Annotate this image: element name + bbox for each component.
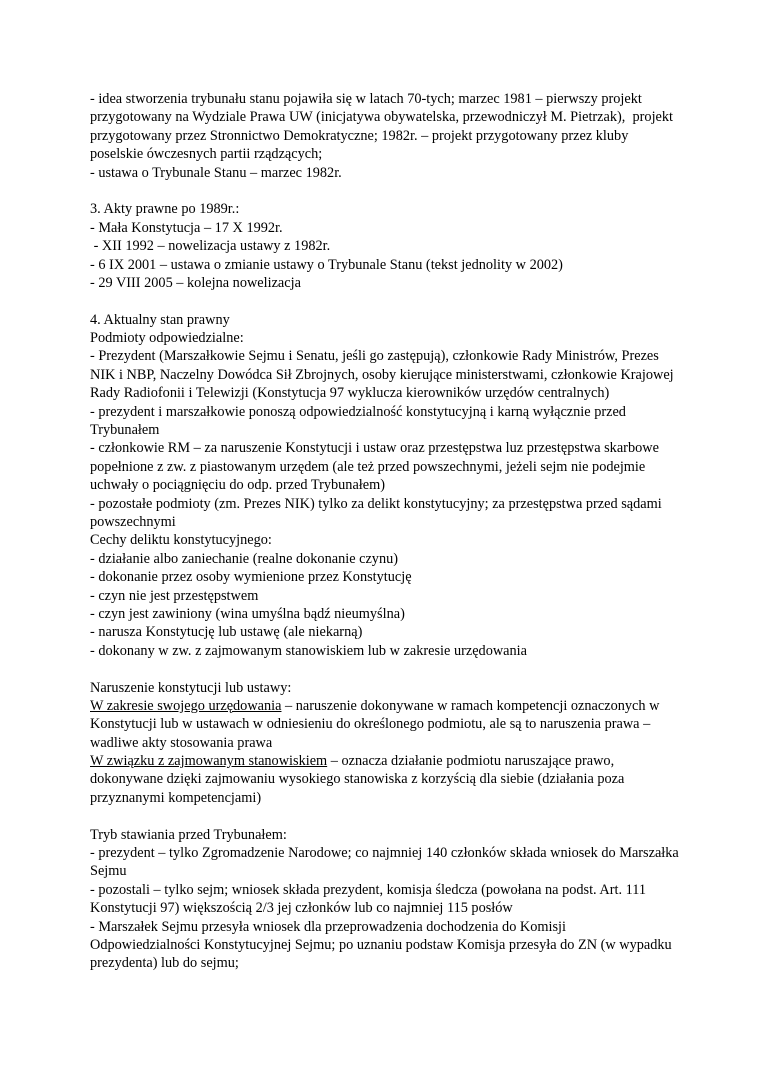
document-page (90, 90, 690, 973)
line-text: - XII 1992 – nowelizacja ustawy z 1982r. (90, 238, 331, 255)
line-text: poselskie ówczesnych partii rządzących; (90, 146, 323, 163)
text-line (90, 881, 690, 899)
text-line (90, 531, 690, 549)
line-text: - 29 VIII 2005 – kolejna nowelizacja (90, 274, 301, 291)
line-text: Cechy deliktu konstytucyjnego: (90, 532, 272, 549)
line-text: - pozostali – tylko sejm; wniosek składa prezydent, komisja śledcza (powołana na podst. Art. 111 (90, 881, 647, 898)
line-text: Sejmu (90, 863, 127, 880)
line-text: - idea stworzenia trybunału stanu pojawiła się w latach 70-tych; marzec 1981 – pierwszy projekt (90, 91, 642, 107)
text-line (90, 366, 690, 384)
line-text: Rady Radiofonii i Telewizji (Konstytucja 97 wyklucza kierowników urzędów centralnych) (90, 385, 610, 402)
text-line (90, 90, 690, 108)
text-line (90, 770, 690, 788)
text-line (90, 237, 690, 255)
text-line (90, 623, 690, 641)
line-text: - ustawa o Trybunale Stanu – marzec 1982r. (90, 164, 342, 181)
text-line (90, 899, 690, 917)
text-line (90, 329, 690, 347)
text-line (90, 182, 690, 200)
line-text: Konstytucji 97) większością 2/3 jej członków lub co najmniej 115 posłów (90, 900, 513, 917)
line-text: – oznacza działanie podmiotu naruszające prawo, (327, 753, 615, 770)
text-line (90, 697, 690, 715)
text-line (90, 954, 690, 972)
line-text: - działanie albo zaniechanie (realne dokonanie czynu) (90, 550, 399, 567)
text-line (90, 384, 690, 402)
text-line (90, 826, 690, 844)
text-line (90, 642, 690, 660)
line-text: - 6 IX 2001 – ustawa o zmianie ustawy o Trybunale Stanu (tekst jednolity w 2002) (90, 256, 563, 273)
text-line (90, 734, 690, 752)
line-text: uchwały o pociągnięciu do odp. przed Trybunałem) (90, 477, 386, 494)
text-line (90, 605, 690, 623)
line-text: - Marszałek Sejmu przesyła wniosek dla przeprowadzenia dochodzenia do Komisji (90, 918, 567, 935)
text-line (90, 476, 690, 494)
text-line (90, 439, 690, 457)
line-text: Trybunałem (90, 422, 160, 439)
line-text: Podmioty odpowiedzialne: (90, 330, 244, 347)
text-line (90, 568, 690, 586)
text-line (90, 789, 690, 807)
text-line (90, 715, 690, 733)
line-text: popełnione z zw. z piastowanym urzędem (ale też przed powszechnymi, jeżeli sejm nie podejmie (90, 458, 646, 475)
line-text: - czyn nie jest przestępstwem (90, 587, 259, 604)
text-line (90, 164, 690, 182)
text-line (90, 108, 690, 126)
text-line (90, 311, 690, 329)
line-text: - Mała Konstytucja – 17 X 1992r. (90, 219, 283, 236)
line-text: - dokonany w zw. z zajmowanym stanowiskiem lub w zakresie urzędowania (90, 642, 527, 659)
line-text: powszechnymi (90, 513, 176, 530)
text-line (90, 918, 690, 936)
line-text: - pozostałe podmioty (zm. Prezes NIK) tylko za delikt konstytucyjny; za przestępstwa przed sądami (90, 495, 662, 512)
text-line (90, 347, 690, 365)
line-text: 4. Aktualny stan prawny (90, 311, 230, 328)
line-text: - narusza Konstytucję lub ustawę (ale niekarną) (90, 624, 363, 641)
text-line (90, 807, 690, 825)
line-text: Naruszenie konstytucji lub ustawy: (90, 679, 292, 696)
line-text: - prezydent i marszałkowie ponoszą odpowiedzialność konstytucyjną i karną wyłącznie przed (90, 403, 626, 420)
text-line (90, 403, 690, 421)
text-line (90, 458, 690, 476)
text-line (90, 550, 690, 568)
line-text: - prezydent – tylko Zgromadzenie Narodowe; co najmniej 140 członków składa wniosek do Marszałka (90, 845, 679, 862)
text-line (90, 660, 690, 678)
line-text: wadliwe akty stosowania prawa (90, 734, 273, 751)
line-text: Odpowiedzialności Konstytucyjnej Sejmu; po uznaniu podstaw Komisja przesyła do ZN (w wypadku (90, 936, 672, 953)
text-line (90, 421, 690, 439)
line-text: - członkowie RM – za naruszenie Konstytucji i ustaw oraz przestępstwa luz przestępstwa skarbowe (90, 440, 659, 457)
line-text: - dokonanie przez osoby wymienione przez Konstytucję (90, 569, 412, 586)
text-line (90, 292, 690, 310)
text-line (90, 587, 690, 605)
text-line (90, 219, 690, 237)
text-line (90, 936, 690, 954)
text-line (90, 844, 690, 862)
line-text: - czyn jest zawiniony (wina umyślna bądź nieumyślna) (90, 605, 405, 622)
text-line (90, 200, 690, 218)
text-line (90, 679, 690, 697)
line-text: przygotowany przez Stronnictwo Demokratyczne; 1982r. – projekt przygotowany przez kluby (90, 127, 629, 144)
text-line (90, 127, 690, 145)
text-line (90, 752, 690, 770)
line-text: prezydenta) lub do sejmu; (90, 955, 239, 972)
line-text: Konstytucji lub w ustawach w odniesieniu do określonego podmiotu, ale są to naruszenia prawa – (90, 716, 651, 733)
line-text: - Prezydent (Marszałkowie Sejmu i Senatu, jeśli go zastępują), członkowie Rady Ministrów, Prezes (90, 348, 659, 365)
text-line (90, 256, 690, 274)
underlined-term: W związku z zajmowanym stanowiskiem (90, 753, 328, 770)
line-text: przyznanymi kompetencjami) (90, 789, 262, 806)
line-text: przygotowany na Wydziale Prawa UW (inicjatywa obywatelska, przewodniczył M. Pietrzak), projekt (90, 109, 674, 126)
text-line (90, 274, 690, 292)
line-text: – naruszenie dokonywane w ramach kompetencji oznaczonych w (281, 697, 660, 714)
line-text: 3. Akty prawne po 1989r.: (90, 201, 240, 218)
text-line (90, 145, 690, 163)
line-text: NIK i NBP, Naczelny Dowódca Sił Zbrojnych, osoby kierujące ministerstwami, członkowie Krajowej (90, 366, 674, 383)
text-line (90, 495, 690, 513)
underlined-term: W zakresie swojego urzędowania (90, 697, 282, 714)
text-line (90, 513, 690, 531)
text-line (90, 862, 690, 880)
line-text: Tryb stawiania przed Trybunałem: (90, 826, 287, 843)
line-text: dokonywane dzięki zajmowaniu wysokiego stanowiska z korzyścią dla siebie (działania poza (90, 771, 625, 788)
